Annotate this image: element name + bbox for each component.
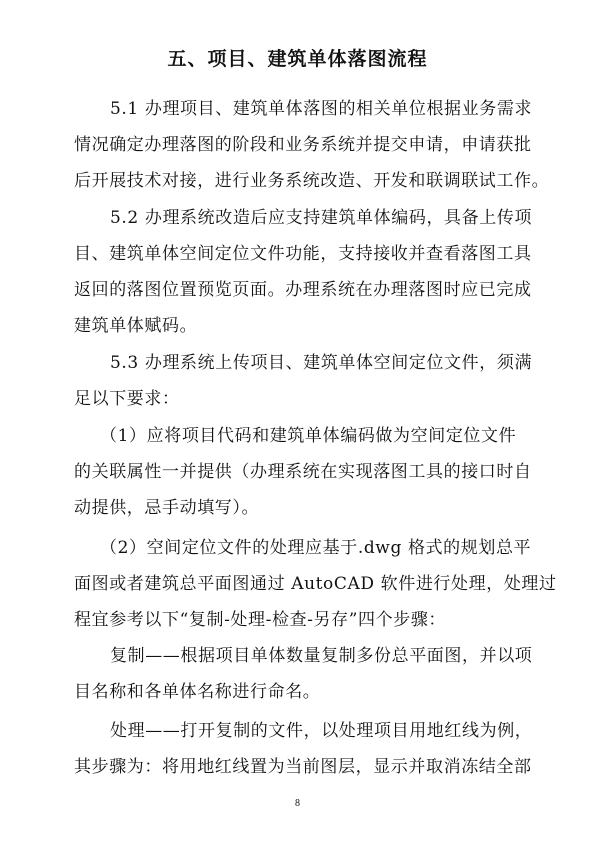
text-line: 复制——根据项目单体数量复制多份总平面图，并以项 <box>110 646 533 666</box>
text-line: 的关联属性一并提供（办理系统在实现落图工具的接口时自 <box>74 462 532 482</box>
page-number: 8 <box>295 798 300 809</box>
section-heading: 五、项目、建筑单体落图流程 <box>167 48 428 70</box>
text-line: 情况确定办理落图的阶段和业务系统并提交申请，申请获批 <box>74 135 532 155</box>
text-line: 5.2 办理系统改造后应支持建筑单体编码，具备上传项 <box>110 208 533 228</box>
text-line: 程宜参考以下“复制-处理-检查-另存”四个步骤： <box>74 610 447 630</box>
text-line: 目、建筑单体空间定位文件功能，支持接收并查看落图工具 <box>74 244 532 264</box>
text-line: 返回的落图位置预览页面。办理系统在办理落图时应已完成 <box>74 280 532 300</box>
text-line: 动提供，忌手动填写）。 <box>74 498 260 518</box>
text-line: 5.3 办理系统上传项目、建筑单体空间定位文件，须满 <box>110 353 533 373</box>
text-line: 后开展技术对接，进行业务系统改造、开发和联调联试工作。 <box>74 171 550 191</box>
text-line: 目名称和各单体名称进行命名。 <box>74 682 321 702</box>
text-line: 建筑单体赋码。 <box>74 316 198 336</box>
text-line: （2）空间定位文件的处理应基于.dwg 格式的规划总平 <box>100 538 532 558</box>
text-line: 5.1 办理项目、建筑单体落图的相关单位根据业务需求 <box>110 99 533 119</box>
text-line: 足以下要求： <box>74 389 180 409</box>
text-line: 处理——打开复制的文件，以处理项目用地红线为例， <box>110 721 533 741</box>
text-line: 面图或者建筑总平面图通过 AutoCAD 软件进行处理，处理过 <box>74 574 557 594</box>
text-line: （1）应将项目代码和建筑单体编码做为空间定位文件 <box>100 426 517 446</box>
text-line: 其步骤为：将用地红线置为当前图层，显示并取消冻结全部 <box>74 757 532 777</box>
